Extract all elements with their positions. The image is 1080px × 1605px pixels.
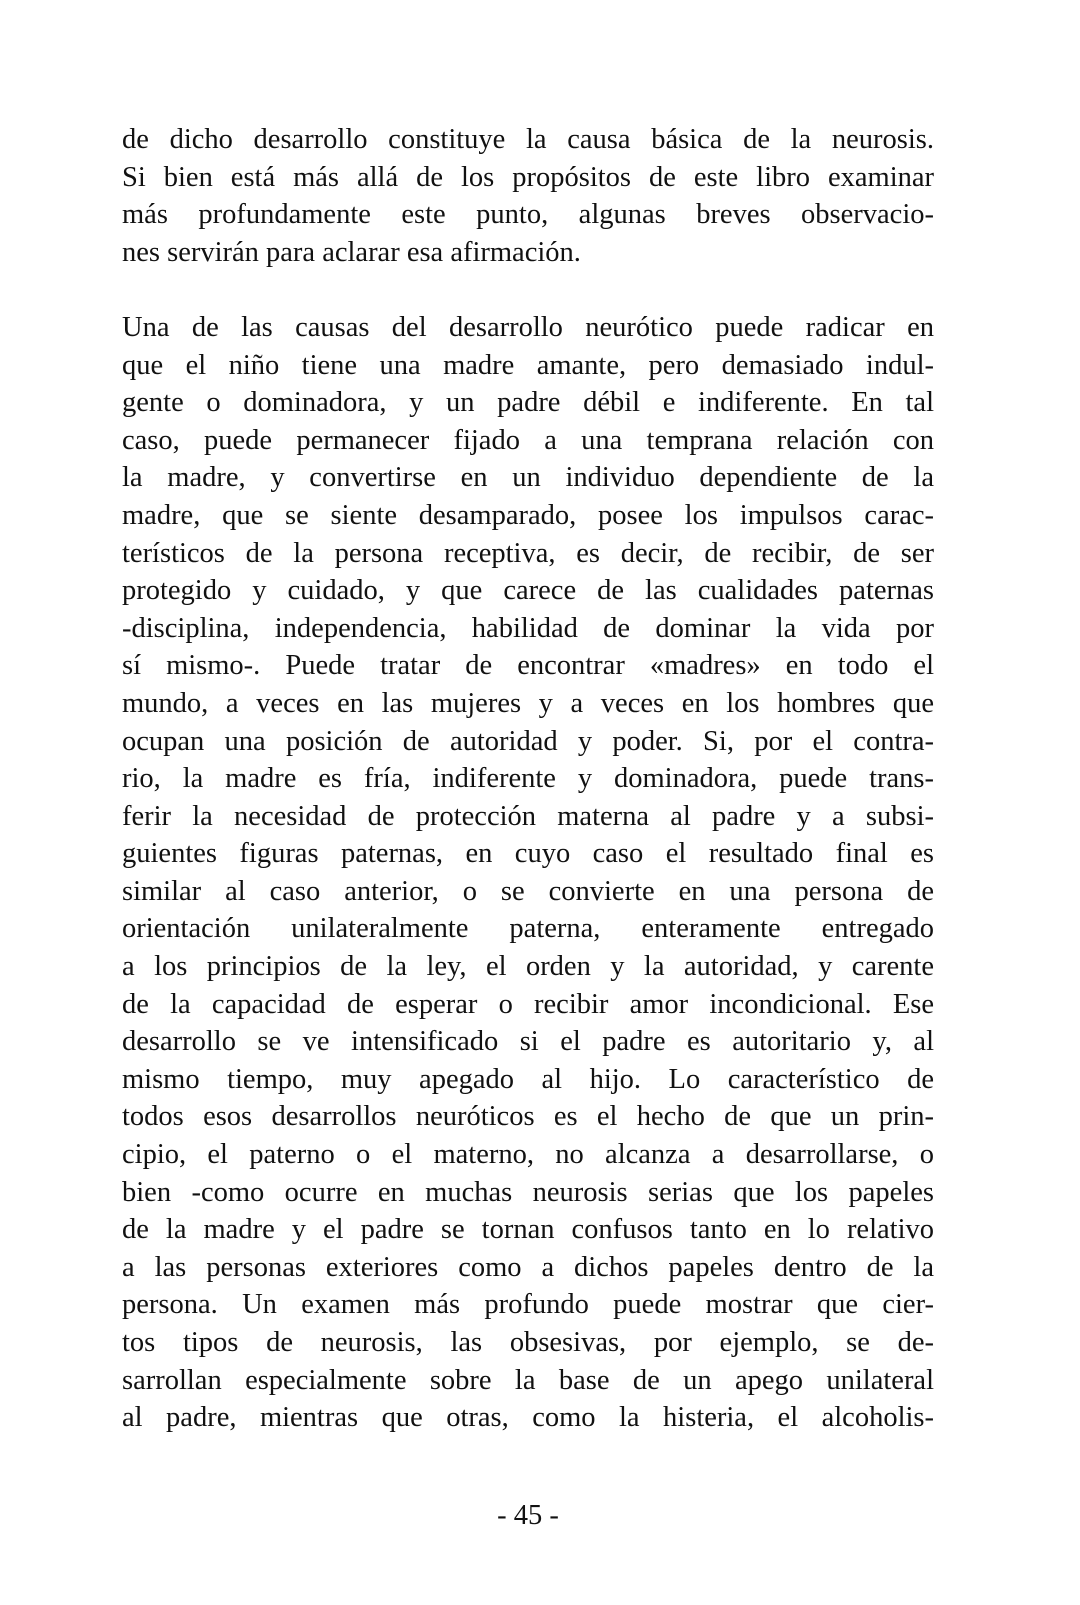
- text-line: nes servirán para aclarar esa afirmación.: [122, 236, 581, 268]
- paragraph: [122, 309, 934, 1437]
- paragraph: [122, 121, 934, 271]
- text-line: -disciplina, independencia, habilidad de dominar la vida por: [122, 612, 934, 644]
- text-line: terísticos de la persona receptiva, es decir, de recibir, de ser: [122, 537, 934, 569]
- text-line: guientes figuras paternas, en cuyo caso el resultado final es: [122, 838, 934, 870]
- text-line: persona. Un examen más profundo puede mostrar que cier-: [122, 1289, 934, 1321]
- text-line: a las personas exteriores como a dichos papeles dentro de la: [122, 1251, 934, 1283]
- text-line: protegido y cuidado, y que carece de las cualidades paternas: [122, 575, 934, 607]
- text-line: Una de las causas del desarrollo neurótico puede radicar en: [122, 311, 934, 343]
- text-line: cipio, el paterno o el materno, no alcanza a desarrollarse, o: [122, 1139, 934, 1171]
- text-line: bien -como ocurre en muchas neurosis serias que los papeles: [122, 1176, 934, 1208]
- text-line: gente o dominadora, y un padre débil e indiferente. En tal: [122, 387, 934, 419]
- text-line: Si bien está más allá de los propósitos de este libro examinar: [122, 161, 934, 193]
- text-line: caso, puede permanecer fijado a una temprana relación con: [122, 424, 934, 456]
- text-line: a los principios de la ley, el orden y la autoridad, y carente: [122, 951, 934, 983]
- page-number: - 45 -: [497, 1500, 559, 1531]
- text-line: desarrollo se ve intensificado si el padre es autoritario y, al: [122, 1026, 934, 1058]
- text-line: de la madre y el padre se tornan confusos tanto en lo relativo: [122, 1214, 934, 1246]
- text-line: todos esos desarrollos neuróticos es el hecho de que un prin-: [122, 1101, 934, 1133]
- text-line: similar al caso anterior, o se convierte en una persona de: [122, 875, 934, 907]
- text-line: madre, que se siente desamparado, posee los impulsos carac-: [122, 499, 934, 531]
- page-body: [122, 121, 934, 1437]
- text-line: la madre, y convertirse en un individuo dependiente de la: [122, 462, 934, 494]
- text-line: mismo tiempo, muy apegado al hijo. Lo característico de: [122, 1063, 934, 1095]
- text-line: ocupan una posición de autoridad y poder. Si, por el contra-: [122, 725, 934, 757]
- text-line: más profundamente este punto, algunas breves observacio-: [122, 199, 934, 231]
- text-line: tos tipos de neurosis, las obsesivas, por ejemplo, se de-: [122, 1327, 934, 1358]
- text-line: rio, la madre es fría, indiferente y dominadora, puede trans-: [122, 763, 934, 795]
- text-line: de la capacidad de esperar o recibir amor incondicional. Ese: [122, 988, 934, 1020]
- text-line: ferir la necesidad de protección materna al padre y a subsi-: [122, 800, 934, 832]
- text-line: sarrollan especialmente sobre la base de un apego unilateral: [122, 1364, 934, 1396]
- text-line: mundo, a veces en las mujeres y a veces en los hombres que: [122, 687, 934, 719]
- text-line: orientación unilateralmente paterna, enteramente entregado: [122, 913, 934, 945]
- text-line: que el niño tiene una madre amante, pero demasiado indul-: [122, 349, 934, 381]
- text-line: sí mismo-. Puede tratar de encontrar «madres» en todo el: [122, 650, 934, 682]
- text-line: de dicho desarrollo constituye la causa básica de la neurosis.: [122, 124, 934, 155]
- text-line: al padre, mientras que otras, como la histeria, el alcoholis-: [122, 1402, 934, 1434]
